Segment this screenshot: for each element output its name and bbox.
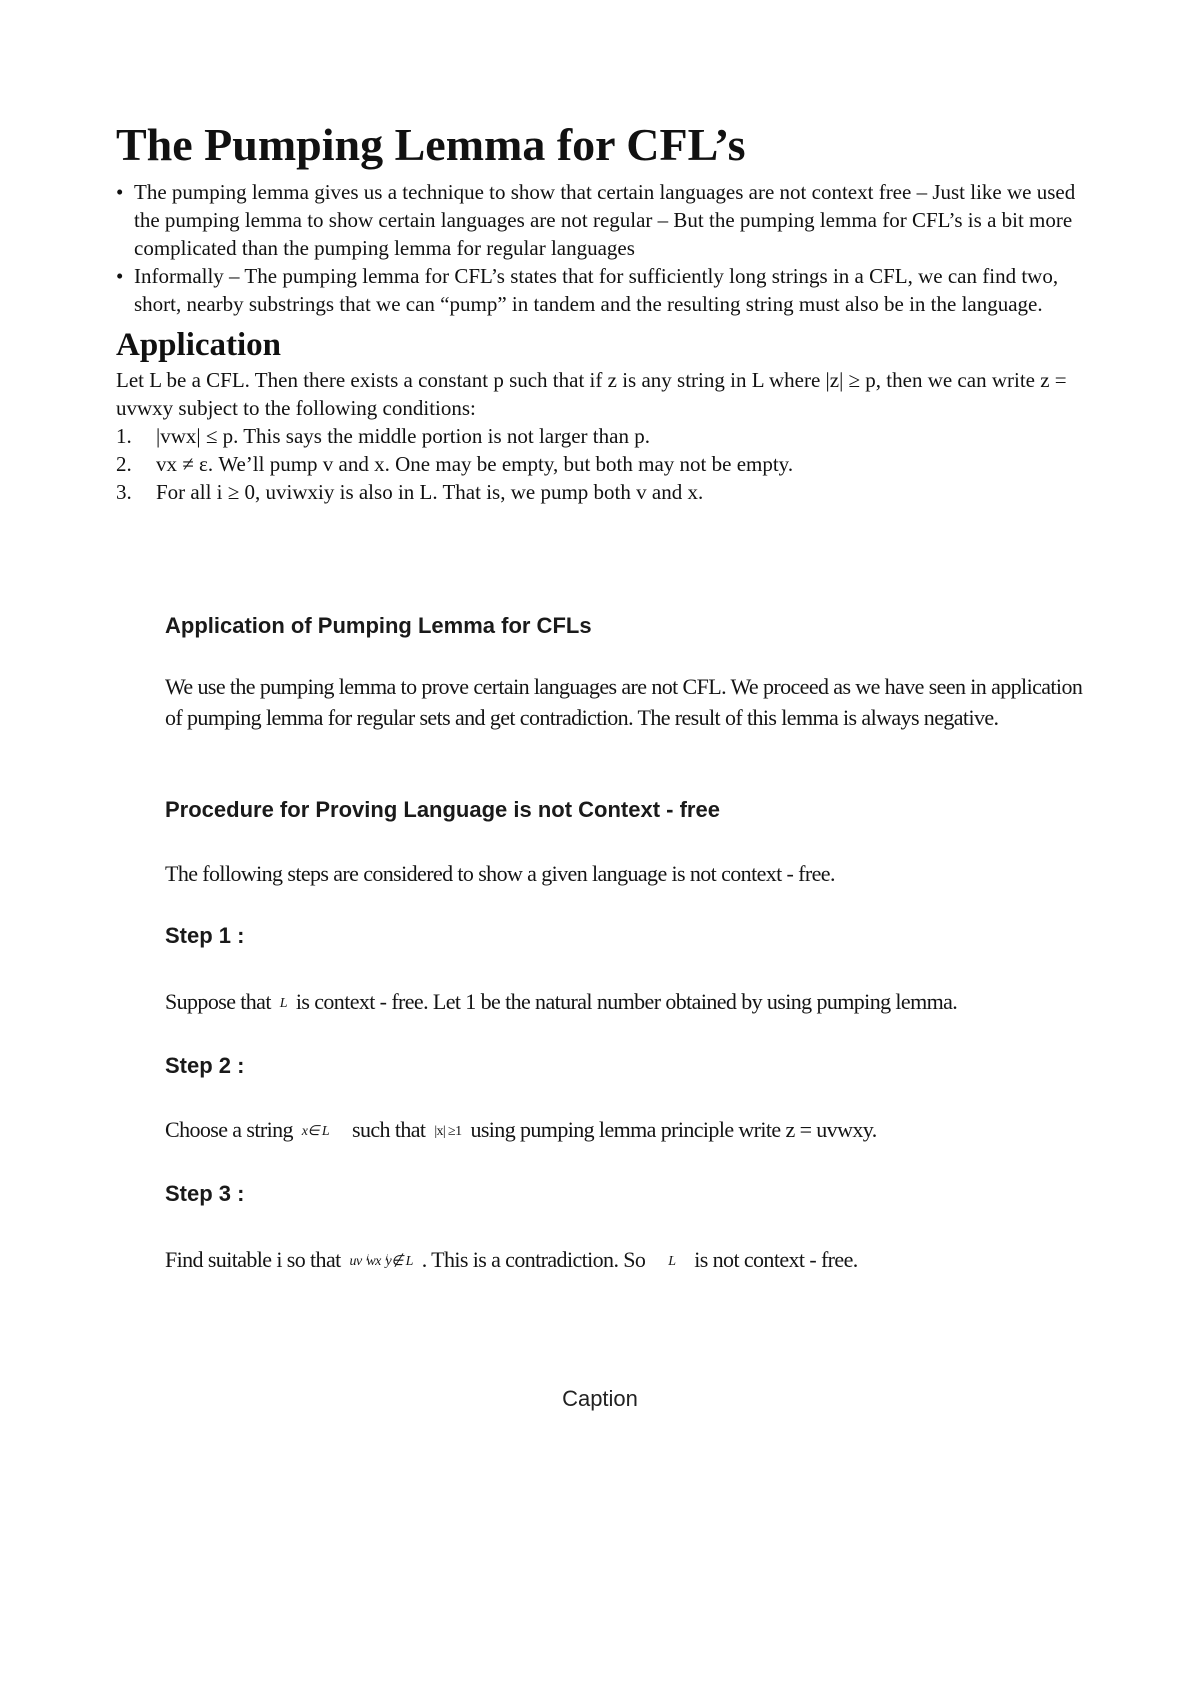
bullet-item	[116, 262, 1091, 318]
bullet-marker: •	[116, 264, 124, 288]
application-heading: Application	[116, 327, 282, 363]
step-1-pre: Suppose that	[165, 989, 271, 1014]
figure-paragraph-steps: The following steps are considered to show a given language is not context - free.	[165, 861, 835, 886]
bullet-text: The pumping lemma gives us a technique to show that certain languages are not context free – Just like we used the pumping lemma to show certain languages are not regular – But the pumping lemma for CFL’s is a bit more complicated than the pumping lemma for regular languages	[134, 180, 1076, 260]
intro-bullet-list	[116, 178, 1091, 318]
condition-text: vx ≠ ε. We’ll pump v and x. One may be empty, but both may not be empty.	[156, 452, 794, 476]
step-3-pre: Find suitable i so that	[165, 1247, 341, 1272]
step-2-pre: Choose a string	[165, 1117, 293, 1142]
conditions-list	[116, 422, 1091, 506]
step-3-math-1: uv ⁱwx ⁱy∉ L	[349, 1254, 413, 1269]
scanned-figure	[165, 612, 1085, 1292]
condition-item	[116, 450, 1091, 478]
bullet-marker: •	[116, 180, 124, 204]
figure-heading-procedure: Procedure for Proving Language is not Context - free	[165, 797, 720, 822]
document-body	[116, 118, 1091, 506]
condition-text: |vwx| ≤ p. This says the middle portion is not larger than p.	[156, 424, 650, 448]
application-intro: Let L be a CFL. Then there exists a constant p such that if z is any string in L where |z| ≥ p, then we can write z = uvwxy subject to the following conditions:	[116, 368, 1067, 420]
bullet-text: Informally – The pumping lemma for CFL’s states that for sufficiently long strings in a CFL, we can find two, short, nearby substrings that we can “pump” in tandem and the resulting string must also be in the language.	[134, 264, 1059, 316]
step-1-text	[165, 986, 1085, 1019]
condition-number: 2.	[116, 452, 132, 476]
figure-paragraph-intro: We use the pumping lemma to prove certain languages are not CFL. We proceed as we have seen in application of pumping lemma for regular sets and get contradiction. The result of this lemma is always negative.	[165, 674, 1083, 730]
condition-item	[116, 478, 1091, 506]
step-1-post: is context - free. Let 1 be the natural number obtained by using pumping lemma.	[295, 989, 958, 1014]
figure-caption: Caption	[562, 1386, 638, 1411]
figure-heading-application: Application of Pumping Lemma for CFLs	[165, 613, 592, 638]
step-2-math-1: x∈ L	[301, 1124, 330, 1139]
condition-number: 3.	[116, 480, 132, 504]
page-title: The Pumping Lemma for CFL’s	[116, 119, 746, 170]
step-2-post: using pumping lemma principle write z = uvwxy.	[470, 1117, 877, 1142]
condition-number: 1.	[116, 424, 132, 448]
step-2-text	[165, 1114, 1085, 1147]
step-1-label: Step 1 :	[165, 923, 245, 948]
condition-text: For all i ≥ 0, uviwxiy is also in L. That is, we pump both v and x.	[156, 480, 704, 504]
step-3-math-2: L	[668, 1254, 676, 1269]
step-2-mid: such that	[352, 1117, 426, 1142]
bullet-item	[116, 178, 1091, 262]
step-3-post: is not context - free.	[694, 1247, 858, 1272]
step-3-label: Step 3 :	[165, 1181, 245, 1206]
condition-item	[116, 422, 1091, 450]
step-2-label: Step 2 :	[165, 1053, 245, 1078]
step-3-text	[165, 1244, 1085, 1277]
step-3-mid: . This is a contradiction. So	[421, 1247, 646, 1272]
step-2-math-2: |x| ≥1	[434, 1124, 462, 1139]
step-1-math: L	[279, 996, 287, 1011]
